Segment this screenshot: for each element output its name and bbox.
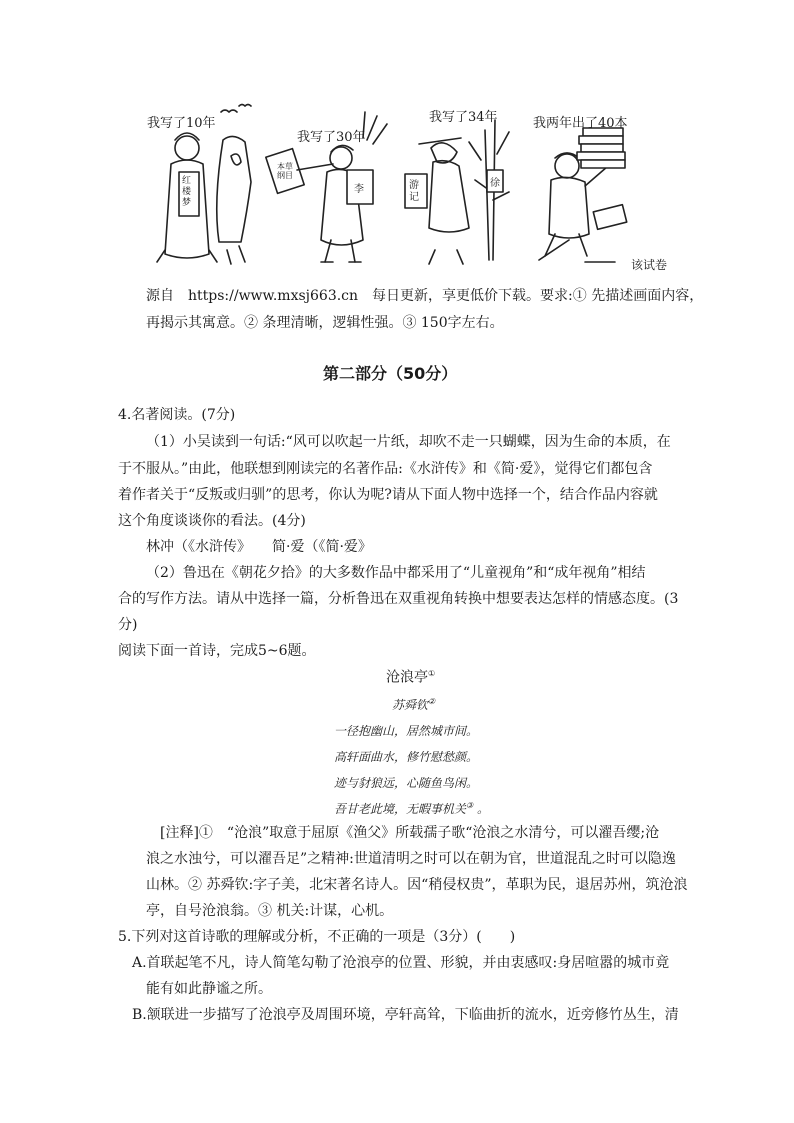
poem-author-text: 苏舜钦 (392, 698, 429, 712)
q4-p2-line-3: 分) (118, 617, 138, 633)
source-line-2: 再揭示其寓意。② 条理清晰，逻辑性强。③ 150字左右。 (146, 315, 504, 331)
book-label-youji: 游记 (409, 180, 419, 203)
cartoon-caption-1: 我写了10年 (147, 116, 216, 131)
cartoon-watermark: 该试卷 (631, 258, 668, 272)
notes-line-2: 浪之水浊兮，可以濯吾足”之精神:世道清明之时可以在朝为官，世道混乱之时可以隐逸 (146, 851, 676, 867)
q5-option-a-line-1: A.首联起笔不凡，诗人简笔勾勒了沧浪亭的位置、形貌，并由衷感叹:身居喧嚣的城市竟 (132, 955, 670, 971)
poem-title-text: 沧浪亭 (386, 669, 428, 686)
poem-line-2: 高轩面曲水，修竹慰愁颜。 (334, 750, 479, 764)
q5-option-b-line-1: B.颔联进一步描写了沧浪亭及周围环境，亭轩高耸，下临曲折的流水，近旁修竹丛生，清 (132, 1007, 679, 1023)
q4-p1-line-2: 于不服从。”由此，他联想到刚读完的名著作品:《水浒传》和《简·爱》，觉得它们都包含 (118, 461, 653, 477)
q4-choices: 林冲（《水浒传》 简·爱（《简·爱》 (146, 539, 372, 555)
source-line-1: 源自 https://www.mxsj663.cn 每日更新，享更低价下载。要求:① 先描述画面内容， (146, 288, 704, 304)
tree-label-xu: 徐 (490, 178, 500, 189)
basket-label-li: 李 (354, 184, 364, 195)
poem-line-4-end: 。 (477, 802, 490, 816)
poem-author (392, 696, 435, 713)
q4-p1-line-3: 着作者关于“反叛或归驯”的思考，你认为呢?请从下面人物中选择一个，结合作品内容就 (118, 487, 658, 503)
section-title: 第二部分（50分） (323, 364, 458, 383)
notes-line-1: [注释]① “沧浪”取意于屈原《渔父》所载孺子歌“沧浪之水清兮，可以濯吾缨;沧 (160, 825, 660, 841)
notes-line-3: 山林。② 苏舜钦:字子美，北宋著名诗人。因“稍侵权贵”，革职为民，退居苏州，筑沧浪 (146, 877, 688, 893)
poem-author-note-mark: ② (428, 697, 436, 706)
book-label-bencao: 本草纲目 (277, 162, 293, 180)
poem-line-4 (334, 800, 489, 817)
q4-p1-line-1: （1）小吴读到一句话:“风可以吹起一片纸，却吹不走一只蝴蝶，因为生命的本质，在 (146, 434, 671, 450)
q4-p1-line-4: 这个角度谈谈你的看法。(4分) (118, 513, 306, 529)
poem-line-4-text: 吾甘老此境，无暇事机关 (334, 802, 467, 816)
cartoon-caption-3: 我写了34年 (429, 110, 498, 125)
poem-line-1: 一径抱幽山，居然城市间。 (334, 724, 479, 738)
cartoon-illustration (135, 100, 683, 272)
notes-line-4: 亭，自号沧浪翁。③ 机关:计谋，心机。 (146, 903, 394, 919)
q5-stem: 5.下列对这首诗歌的理解或分析，不正确的一项是（3分）( ) (118, 929, 516, 945)
cartoon-caption-4: 我两年出了40本 (533, 116, 628, 131)
book-label-hongloumeng: 红楼梦 (182, 176, 192, 208)
poem-title (386, 670, 435, 685)
poem-title-note-mark: ① (428, 669, 436, 678)
q4-heading: 4.名著阅读。(7分) (118, 407, 236, 423)
q4-p2-line-2: 合的写作方法。请从中选择一篇，分析鲁迅在双重视角转换中想要表达怎样的情感态度。(3 (118, 591, 679, 607)
poem-intro: 阅读下面一首诗，完成5~6题。 (118, 643, 316, 659)
poem-line-3: 迹与豺狼远，心随鱼鸟闲。 (334, 776, 479, 790)
cartoon-caption-2: 我写了30年 (297, 130, 366, 145)
q4-p2-line-1: （2）鲁迅在《朝花夕拾》的大多数作品中都采用了“儿童视角”和“成年视角”相结 (146, 565, 646, 581)
q5-option-a-line-2: 能有如此静谧之所。 (146, 981, 272, 997)
poem-line-4-note-mark: ③ (466, 801, 474, 810)
